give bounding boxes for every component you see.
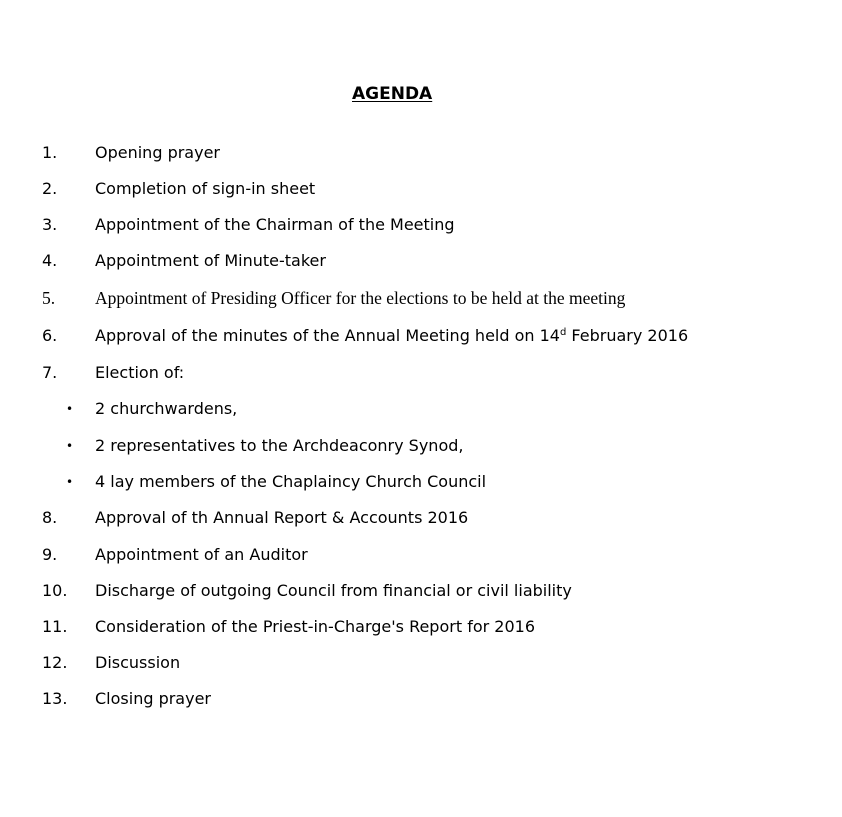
item-text: Opening prayer — [95, 143, 220, 162]
item-text: Appointment of Presiding Officer for the elections to be held at the meeting — [95, 288, 626, 308]
item-number: 13. — [42, 689, 68, 708]
item-text: Consideration of the Priest-in-Charge's Report for 2016 — [95, 617, 535, 636]
item-text: Appointment of Minute-taker — [95, 251, 326, 270]
item-text: Closing prayer — [95, 689, 211, 708]
bullet-icon: • — [66, 402, 74, 416]
item-text: Election of: — [95, 363, 185, 382]
subitem-text: 2 churchwardens, — [95, 399, 238, 418]
item-number: 11. — [42, 617, 68, 636]
subitem-text: 4 lay members of the Chaplaincy Church Council — [95, 472, 487, 491]
item-text: Discussion — [95, 653, 181, 672]
agenda-title: AGENDA — [352, 84, 433, 104]
item-text: Approval of th Annual Report & Accounts 2016 — [95, 508, 469, 527]
item-text — [95, 326, 688, 346]
item-number: 7. — [42, 363, 58, 382]
item-text: Completion of sign-in sheet — [95, 179, 316, 198]
item-number: 3. — [42, 215, 58, 234]
bullet-icon: • — [66, 475, 74, 489]
item-text-end: February 2016 — [566, 326, 689, 345]
item-number: 2. — [42, 179, 58, 198]
item-number: 5. — [42, 288, 56, 308]
item-text: Appointment of the Chairman of the Meeting — [95, 215, 455, 234]
item-text: Appointment of an Auditor — [95, 545, 308, 564]
item-number: 8. — [42, 508, 58, 527]
item-text: Discharge of outgoing Council from financial or civil liability — [95, 581, 572, 600]
item-number: 12. — [42, 653, 68, 672]
item-number: 6. — [42, 326, 58, 345]
item-number: 9. — [42, 545, 58, 564]
bullet-icon: • — [66, 439, 74, 453]
ordinal-suffix: d — [559, 327, 567, 338]
item-number: 1. — [42, 143, 58, 162]
item-number: 10. — [42, 581, 68, 600]
item-text-start: Approval of the minutes of the Annual Meeting held on 14 — [95, 326, 560, 345]
item-number: 4. — [42, 251, 58, 270]
subitem-text: 2 representatives to the Archdeaconry Synod, — [95, 436, 464, 455]
